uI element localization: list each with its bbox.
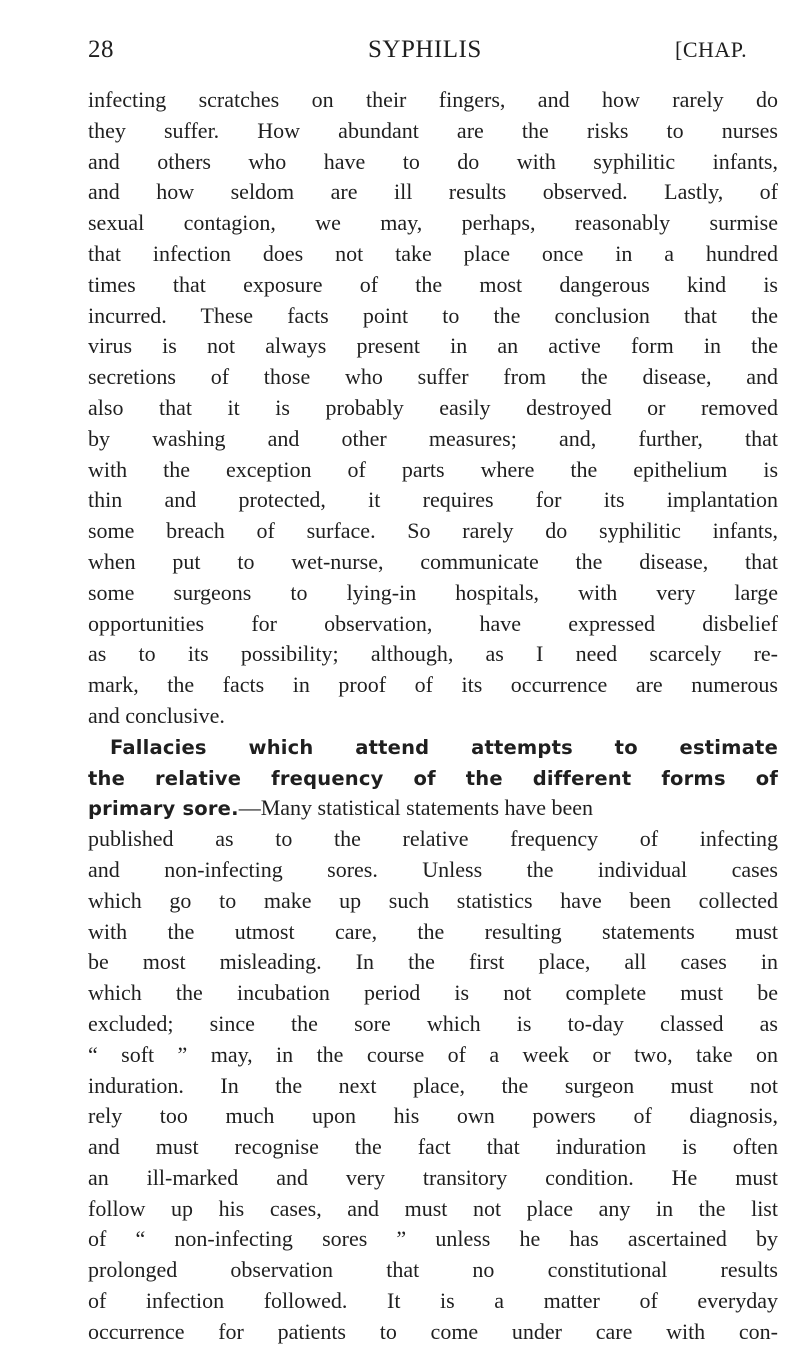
section-text-start: —Many statistical statements have been xyxy=(238,795,594,821)
running-head xyxy=(88,34,768,66)
text-line: with the utmost care, the resulting statements must xyxy=(88,918,778,944)
text-line: prolonged observation that no constitutional results xyxy=(88,1257,778,1283)
text-line: “ soft ” may, in the course of a week or two, take on xyxy=(88,1041,778,1067)
text-line: thin and protected, it requires for its implantation xyxy=(88,487,778,513)
text-line: rely too much upon his own powers of diagnosis, xyxy=(88,1103,778,1129)
text-line: mark, the facts in proof of its occurrence are numerous xyxy=(88,672,778,698)
text-line: and conclusive. xyxy=(88,702,225,728)
text-line: some breach of surface. So rarely do syphilitic infants, xyxy=(88,518,778,544)
text-line: also that it is probably easily destroyed or removed xyxy=(88,394,778,420)
text-line: follow up his cases, and must not place any in the list xyxy=(88,1195,778,1221)
text-line: and non-infecting sores. Unless the individual cases xyxy=(88,856,778,882)
text-line: published as to the relative frequency of infecting xyxy=(88,826,778,852)
section-heading-line xyxy=(88,793,778,824)
text-line: with the exception of parts where the epithelium is xyxy=(88,456,778,482)
text-line: which the incubation period is not complete must be xyxy=(88,980,778,1006)
text-line: by washing and other measures; and, further, that xyxy=(88,425,778,451)
text-line: sexual contagion, we may, perhaps, reasonably surmise xyxy=(88,210,778,236)
text-line: incurred. These facts point to the conclusion that the xyxy=(88,302,778,328)
text-line: which go to make up such statistics have been collected xyxy=(88,887,778,913)
text-line: excluded; since the sore which is to-day classed as xyxy=(88,1010,778,1036)
body-text xyxy=(88,85,778,1348)
section-heading-part: primary sore. xyxy=(88,797,239,821)
running-title: SYPHILIS xyxy=(368,36,482,63)
text-line: when put to wet-nurse, communicate the disease, that xyxy=(88,548,778,574)
text-line: occurrence for patients to come under care with con- xyxy=(88,1318,778,1344)
text-line: secretions of those who suffer from the disease, and xyxy=(88,364,778,390)
text-line: opportunities for observation, have expressed disbelief xyxy=(88,610,778,636)
text-line: they suffer. How abundant are the risks to nurses xyxy=(88,117,778,143)
text-line: some surgeons to lying-in hospitals, with very large xyxy=(88,579,778,605)
section-heading-part: the relative frequency of the different forms of xyxy=(88,766,778,790)
text-line: times that exposure of the most dangerous kind is xyxy=(88,271,778,297)
text-line: be most misleading. In the first place, all cases in xyxy=(88,949,778,975)
page-number: 28 xyxy=(88,36,114,63)
text-line: virus is not always present in an active form in the xyxy=(88,333,778,359)
text-line: and how seldom are ill results observed. Lastly, of xyxy=(88,179,778,205)
chapter-label: [CHAP. xyxy=(675,37,748,62)
text-line: an ill-marked and very transitory condition. He must xyxy=(88,1164,778,1190)
text-line: as to its possibility; although, as I need scarcely re- xyxy=(88,641,778,667)
text-line: that infection does not take place once in a hundred xyxy=(88,240,778,266)
text-line: of infection followed. It is a matter of everyday xyxy=(88,1288,778,1314)
section-heading-part: Fallacies which attend attempts to estimate xyxy=(110,735,778,759)
text-line: induration. In the next place, the surgeon must not xyxy=(88,1072,778,1098)
text-line: and must recognise the fact that induration is often xyxy=(88,1134,778,1160)
section-heading-line xyxy=(88,732,778,763)
text-line: and others who have to do with syphilitic infants, xyxy=(88,148,778,174)
section-heading-line xyxy=(88,763,778,794)
text-line: infecting scratches on their fingers, and how rarely do xyxy=(88,87,778,112)
text-line: of “ non-infecting sores ” unless he has ascertained by xyxy=(88,1226,778,1252)
